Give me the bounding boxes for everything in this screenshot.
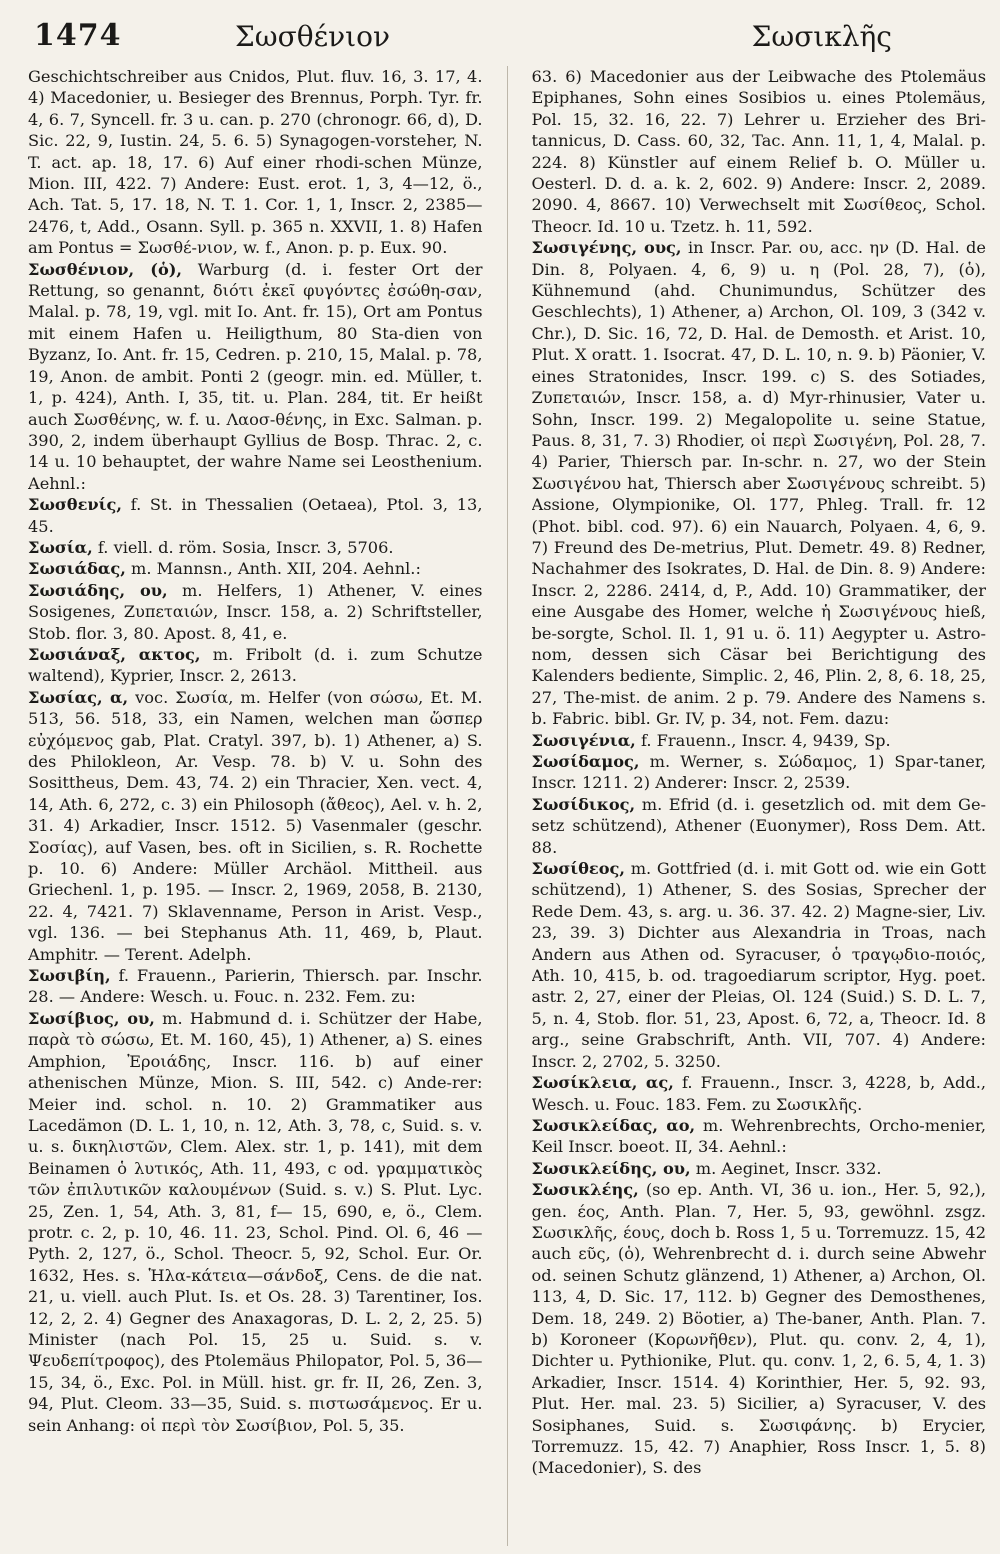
entry-text: m. Habmund d. i. Schützer der Habe, παρὰ τὸ σώσω, Et. M. 160, 45), 1) Athener, a) S. eines Amphion, Ἐροιάδης, Inscr. 116. b) auf einer athenischen Münze, Mion. S. III, 542. c) Ande-rer: Meier ind. schol. n. 10. 2) Grammatiker aus Lacedämon (D. L. 1, 10, n. 12, Ath. 3, 78, c, Suid. s. v. u. s. δικηλιστῶν, Clem. Alex. str. 1, p. 141), mit dem Beinamen ὁ λυτικός, Ath. 11, 493, c od. γραμματικὸς τῶν ἐπιλυτικῶν καλουμένων (Suid. s. v.) S. Plut. Lyc. 25, Zen. 1, 54, Ath. 3, 81, f— 15, 690, e, ö., Clem. protr. c. 2, p. 10, 46. 11. 23, Schol. Pind. Ol. 6, 46 — Pyth. 2, 127, ö., Schol. Theocr. 5, 92, Schol. Eur. Or. 1632, Hes. s. Ἡλα-κάτεια—σάνδοξ, Cens. de die nat. 21, u. viell. auch Plut. Is. et Os. 28. 3) Tarentiner, Ios. 12, 2, 2. 4) Gegner des Anaxagoras, D. L. 2, 2, 25. 5) Minister (nach Pol. 15, 25 u. Suid. s. v. Ψευδεπίτροφος), des Ptolemäus Philopator, Pol. 5, 36—15, 34, ö., Exc. Pol. in Müll. hist. gr. fr. II, 26, Zen. 3, 94, Plut. Cleom. 33—35, Suid. s. πιστωσάμενος. Er u. sein Anhang: οἱ περὶ τὸν Σωσίβιον, Pol. 5, 35.: [28, 1008, 483, 1435]
entry-headword: Σωσίας, α,: [28, 687, 129, 707]
entry-text: f. St. in Thessalien (Oetaea), Ptol. 3, 13, 45.: [28, 495, 483, 536]
dictionary-entry: [28, 965, 483, 1008]
entry-text: m. Mannsn., Anth. XII, 204. Aehnl.:: [125, 559, 421, 579]
dictionary-entry: [28, 259, 483, 494]
dictionary-entry: [532, 1179, 987, 1479]
entry-headword: Σωσιβίη,: [28, 966, 111, 986]
entry-text: voc. Σωσία, m. Helfer (von σώσω, Et. M. 513, 56. 518, 33, ein Namen, welchen man ὥσπερ εὐχόμενος gab, Plat. Cratyl. 397, b). 1) Athener, a) S. des Philokleon, Ar. Vesp. 78. b) V. u. Sohn des Sosittheus, Dem. 43, 74. 2) ein Thracier, Xen. vect. 4, 14, Ath. 6, 272, c. 3) ein Philosoph (ἄθεος), Ael. v. h. 2, 31. 4) Arkadier, Inscr. 1512. 5) Vasenmaler (geschr. Σοσίας), auf Vasen, bes. oft in Sicilien, s. R. Rochette p. 10. 6) Andere: Müller Archäol. Mittheil. aus Griechenl. 1, p. 195. — Inscr. 2, 1969, 2058, B. 2130, 22. 4, 7421. 7) Sklavenname, Person in Arist. Vesp., vgl. 136. — bei Stephanus Ath. 11, 469, b, Plaut. Amphitr. — Terent. Adelph.: [28, 687, 483, 964]
entry-text: 63. 6) Macedonier aus der Leibwache des Ptolemäus Epiphanes, Sohn eines Sosibios u. eines Ptolemäus, Pol. 15, 32. 16, 22. 7) Lehrer u. Erzieher des Bri-tannicus, D. Cass. 60, 32, Tac. Ann. 11, 1, 4, Malal. p. 224. 8) Künstler auf einem Relief b. O. Müller u. Oesterl. D. d. a. k. 2, 602. 9) Andere: Inscr. 2, 2089. 2090. 4, 8667. 10) Verwechselt mit Σωσίθεος, Schol. Theocr. Id. 10 u. Tzetz. h. 11, 592.: [531, 67, 986, 236]
entry-headword: Σωσιάναξ, ακτος,: [28, 644, 201, 664]
column-divider: [507, 66, 508, 1546]
entry-text: in Inscr. Par. ου, acc. ην (D. Hal. de Din. 8, Polyaen. 4, 6, 9) u. η (Pol. 28, 7), (ὁ), Kühnemund (ahd. Chunimundus, Schützer des Geschlechts), 1) Athener, a) Archon, Ol. 109, 3 (342 v. Chr.), D. Sic. 16, 72, D. Hal. de Demosth. et Arist. 10, Plut. X oratt. 1. Isocrat. 47, D. L. 10, n. 9. b) Päonier, V. eines Stratonides, Inscr. 199. c) S. des Sotiades, Ζυπεταιών, Inscr. 158, a. d) Myr-rhinusier, Vater u. Sohn, Inscr. 199. 2) Megalopolite u. seine Statue, Paus. 8, 31, 7. 3) Rhodier, οἱ περὶ Σωσιγένη, Pol. 28, 7. 4) Parier, Thiersch par. In-schr. n. 27, wo der Stein Σωσιγένου hat, Thiersch aber Σωσιγένους schreibt. 5) Assione, Olympionike, Ol. 177, Phleg. Trall. fr. 12 (Phot. bibl. cod. 97). 6) ein Nauarch, Polyaen. 4, 6, 9. 7) Freund des De-metrius, Plut. Demetr. 49. 8) Redner, Nachahmer des Isokrates, D. Hal. de Din. 8. 9) Andere: Inscr. 2, 2286. 2414, d, P., Add. 10) Grammatiker, der eine Ausgabe des Homer, welche ἡ Σωσιγένους hieß, be-sorgte, Schol. Il. 1, 91 u. ö. 11) Aegypter u. Astro-nom, dessen sich Cäsar bei Berichtigung des Kalenders bediente, Simplic. 2, 46, Plin. 2, 8, 6. 18, 25, 27, The-mist. de anim. 2 p. 79. Andere des Namens s. b. Fabric. bibl. Gr. IV, p. 34, not. Fem. dazu:: [531, 238, 986, 729]
dictionary-entry: [532, 237, 987, 729]
dictionary-entry: [28, 644, 483, 687]
entry-headword: Σωσικλέης,: [531, 1180, 639, 1200]
dictionary-entry: [532, 1115, 987, 1158]
entry-headword: Σωσιάδης, ου,: [28, 580, 168, 600]
dictionary-entry: [28, 537, 483, 558]
entry-text: m. Fribolt (d. i. zum Schutze waltend), Kyprier, Inscr. 2, 2613.: [28, 644, 483, 686]
entry-headword: Σωσία,: [28, 537, 93, 557]
dictionary-entry: [28, 580, 483, 644]
text-columns: [28, 66, 986, 1546]
entry-text: m. Aeginet, Inscr. 332.: [690, 1158, 882, 1178]
dictionary-entry: [28, 494, 483, 537]
entry-headword: Σωσίκλεια, ας,: [531, 1073, 674, 1093]
entry-text: (so ep. Anth. VI, 36 u. ion., Her. 5, 92,), gen. έος, Anth. Plan. 7, Her. 5, 93, gewöhnl. zsgz. Σωσικλῆς, έους, doch b. Ross 1, 5 u. Torremuzz. 15, 42 auch εῦς, (ὁ), Wehrenbrecht d. i. durch seine Abwehr od. seinen Schutz glänzend, 1) Athener, a) Archon, Ol. 113, 4, D. Sic. 17, 112. b) Gegner des Demosthenes, Dem. 18, 249. 2) Böotier, a) The-baner, Anth. Plan. 7. b) Koroneer (Κορωνῆθεν), Plut. qu. conv. 2, 4, 1), Dichter u. Pythionike, Plut. qu. conv. 1, 2, 6. 5, 4, 1. 3) Arkadier, Inscr. 1514. 4) Korinthier, Her. 5, 92. 93, Plut. Her. mal. 23. 5) Sicilier, a) Syracuser, V. des Sosiphanes, Suid. s. Σωσιφάνης. b) Erycier, Torremuzz. 15, 42. 7) Anaphier, Ross Inscr. 1, 5. 8) (Macedonier), S. des: [531, 1180, 986, 1478]
dictionary-entry: [532, 751, 987, 794]
entry-headword: Σωσίθεος,: [531, 859, 626, 879]
entry-text: f. Frauenn., Inscr. 4, 9439, Sp.: [635, 730, 891, 750]
dictionary-entry: [532, 730, 987, 751]
entry-text: f. Frauenn., Inscr. 3, 4228, b, Add., Wesch. u. Fouc. 183. Fem. zu Σωσικλῆς.: [531, 1073, 986, 1114]
page-number: 1474: [34, 18, 122, 53]
dictionary-entry: [28, 66, 483, 259]
entry-headword: Σωσίδικος,: [531, 794, 636, 814]
entry-headword: Σωσίδαμος,: [531, 752, 640, 771]
entry-text: m. Efrid (d. i. gesetzlich od. mit dem Ge-setz schützend), Athener (Euonymer), Ross Dem. Att. 88.: [531, 794, 986, 857]
entry-text: m. Helfers, 1) Athener, V. eines Sosigenes, Ζυπεταιών, Inscr. 158, a. 2) Schriftsteller, Stob. flor. 3, 80. Apost. 8, 41, e.: [28, 580, 483, 643]
entry-headword: Σωσίβιος, ου,: [28, 1008, 155, 1028]
page-header: [30, 14, 982, 60]
dictionary-entry: [28, 1008, 483, 1436]
entry-text: Geschichtschreiber aus Cnidos, Plut. fluv. 16, 3. 17, 4. 4) Macedonier, u. Besieger des Brennus, Porph. Tyr. fr. 4, 6. 7, Syncell. fr. 3 u. can. p. 270 (chronogr. 66, d), D. Sic. 22, 9, Iustin. 24, 5. 6. 5) Synagogen-vorsteher, N. T. act. ap. 18, 17. 6) Auf einer rhodi-schen Münze, Mion. III, 422. 7) Andere: Eust. erot. 1, 3, 4—12, ö., Ach. Tat. 5, 17. 18, N. T. 1. Cor. 1, 1, Inscr. 2, 2385—2476, t, Add., Osann. Syll. p. 365 n. XXVII, 1. 8) Hafen am Pontus = Σωσθέ-νιον, w. f., Anon. p. p. Eux. 90.: [28, 67, 483, 258]
right-column: [532, 66, 987, 1546]
entry-headword: Σωσθενίς,: [28, 495, 122, 515]
entry-text: m. Gottfried (d. i. mit Gott od. wie ein Gott schützend), 1) Athener, S. des Sosias, Sprecher der Rede Dem. 43, s. arg. u. 36. 37. 42. 2) Magne-sier, Liv. 23, 39. 3) Dichter aus Alexandria in Troas, nach Andern aus Athen od. Syracuser, ὁ τραγῳδιο-ποιός, Ath. 10, 415, b. od. tragoediarum scriptor, Hyg. poet. astr. 2, 27, einer der Pleias, Ol. 124 (Suid.) S. D. L. 7, 5, n. 4, Stob. flor. 51, 23, Apost. 6, 72, a, Theocr. Id. 8 arg., seine Grabschrift, Anth. VII, 707. 4) Andere: Inscr. 2, 2702, 5. 3250.: [531, 859, 986, 1071]
entry-headword: Σωσθένιον, (ὁ),: [28, 259, 183, 279]
entry-headword: Σωσιγένια,: [531, 730, 636, 750]
dictionary-entry: [532, 66, 987, 237]
entry-text: f. Frauenn., Parierin, Thiersch. par. Inschr. 28. — Andere: Wesch. u. Fouc. n. 232. Fem. zu:: [28, 966, 483, 1007]
entry-headword: Σωσιγένης, ους,: [531, 238, 682, 258]
dictionary-entry: [532, 1158, 987, 1179]
entry-text: Warburg (d. i. fester Ort der Rettung, so genannt, διότι ἐκεῖ φυγόντες ἐσώθη-σαν, Malal. p. 78, 19, vgl. mit Io. Ant. fr. 15), Ort am Pontus mit einem Hafen u. Heiligthum, 80 Sta-dien von Byzanz, Io. Ant. fr. 15, Cedren. p. 210, 15, Malal. p. 78, 19, Anon. de ambit. Ponti 2 (geogr. min. ed. Müller, t. 1, p. 424), Anth. I, 35, tit. u. Plan. 284, tit. Er heißt auch Σωσθένης, w. f. u. Λαοσ-θένης, in Exc. Salman. p. 390, 2, indem überhaupt Gyllius de Bosp. Thrac. 2, c. 14 u. 10 behauptet, der wahre Name sei Leosthenium. Aehnl.:: [28, 259, 483, 493]
right-running-head: Σωσικλῆς: [751, 20, 892, 53]
entry-text: m. Wehrenbrechts, Orcho-menier, Keil Inscr. boeot. II, 34. Aehnl.:: [531, 1115, 986, 1157]
dictionary-entry: [532, 1072, 987, 1115]
left-running-head: Σωσθένιον: [235, 20, 390, 53]
dictionary-entry: [532, 858, 987, 1072]
entry-text: f. viell. d. röm. Sosia, Inscr. 3, 5706.: [92, 537, 394, 557]
entry-headword: Σωσιάδας,: [28, 559, 126, 579]
entry-text: m. Werner, s. Σώδαμος, 1) Spar-taner, Inscr. 1211. 2) Anderer: Inscr. 2, 2539.: [531, 752, 986, 793]
left-column: [28, 66, 483, 1546]
entry-headword: Σωσικλείδης, ου,: [531, 1158, 691, 1178]
dictionary-entry: [532, 794, 987, 858]
dictionary-entry: [28, 558, 483, 579]
dictionary-entry: [28, 687, 483, 965]
entry-headword: Σωσικλείδας, αο,: [531, 1115, 696, 1135]
